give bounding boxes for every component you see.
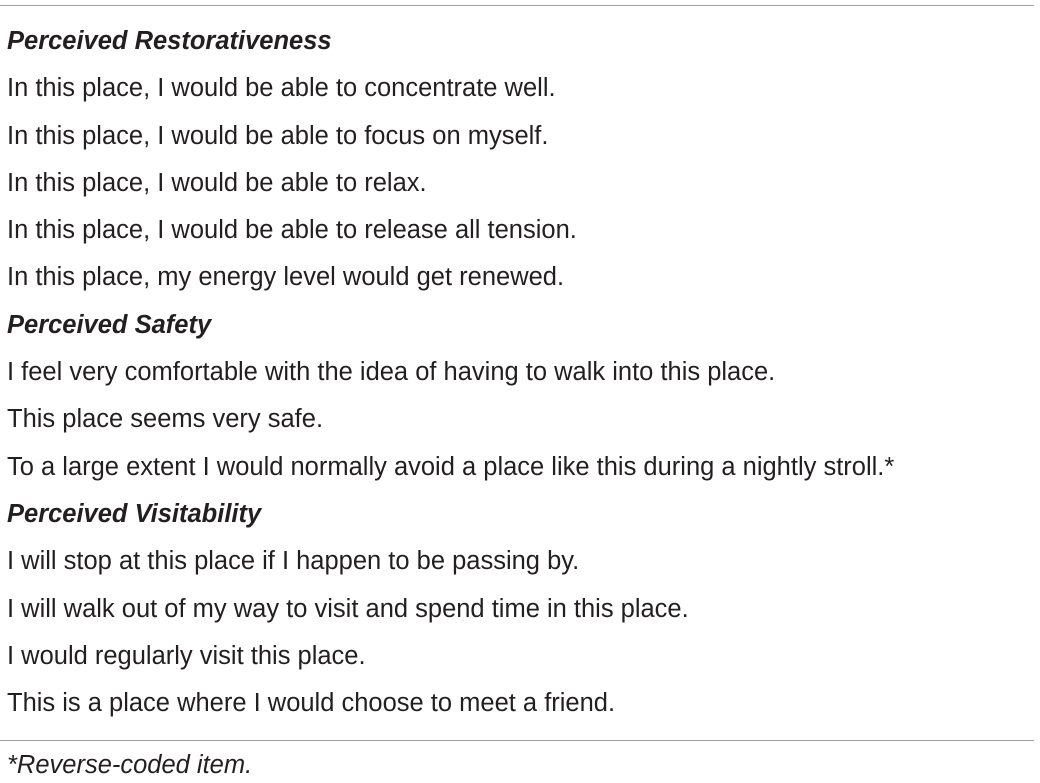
table-row: I will stop at this place if I happen to be passing by.	[7, 547, 580, 576]
table-row: In this place, I would be able to concentrate well.	[7, 74, 556, 103]
table-row: In this place, my energy level would get renewed.	[7, 263, 565, 292]
table-row: In this place, I would be able to focus on myself.	[7, 121, 549, 150]
table-row: In this place, I would be able to relax.	[7, 168, 427, 197]
footnote: *Reverse-coded item.	[7, 751, 253, 779]
section-heading-visitability: Perceived Visitability	[7, 499, 262, 528]
table-row: I would regularly visit this place.	[7, 641, 366, 670]
table-row: This is a place where I would choose to meet a friend.	[7, 689, 616, 718]
table-row: I will walk out of my way to visit and spend time in this place.	[7, 594, 689, 623]
items-table	[7, 20, 1027, 729]
table-row: This place seems very safe.	[7, 405, 324, 434]
bottom-rule	[0, 740, 1034, 741]
section-heading-restorativeness: Perceived Restorativeness	[7, 27, 332, 55]
top-rule	[0, 5, 1034, 6]
table-row: In this place, I would be able to release all tension.	[7, 216, 577, 245]
section-heading-safety: Perceived Safety	[7, 310, 212, 339]
table-row: I feel very comfortable with the idea of having to walk into this place.	[7, 358, 776, 387]
table-row: To a large extent I would normally avoid a place like this during a nightly stroll.*	[7, 452, 895, 481]
